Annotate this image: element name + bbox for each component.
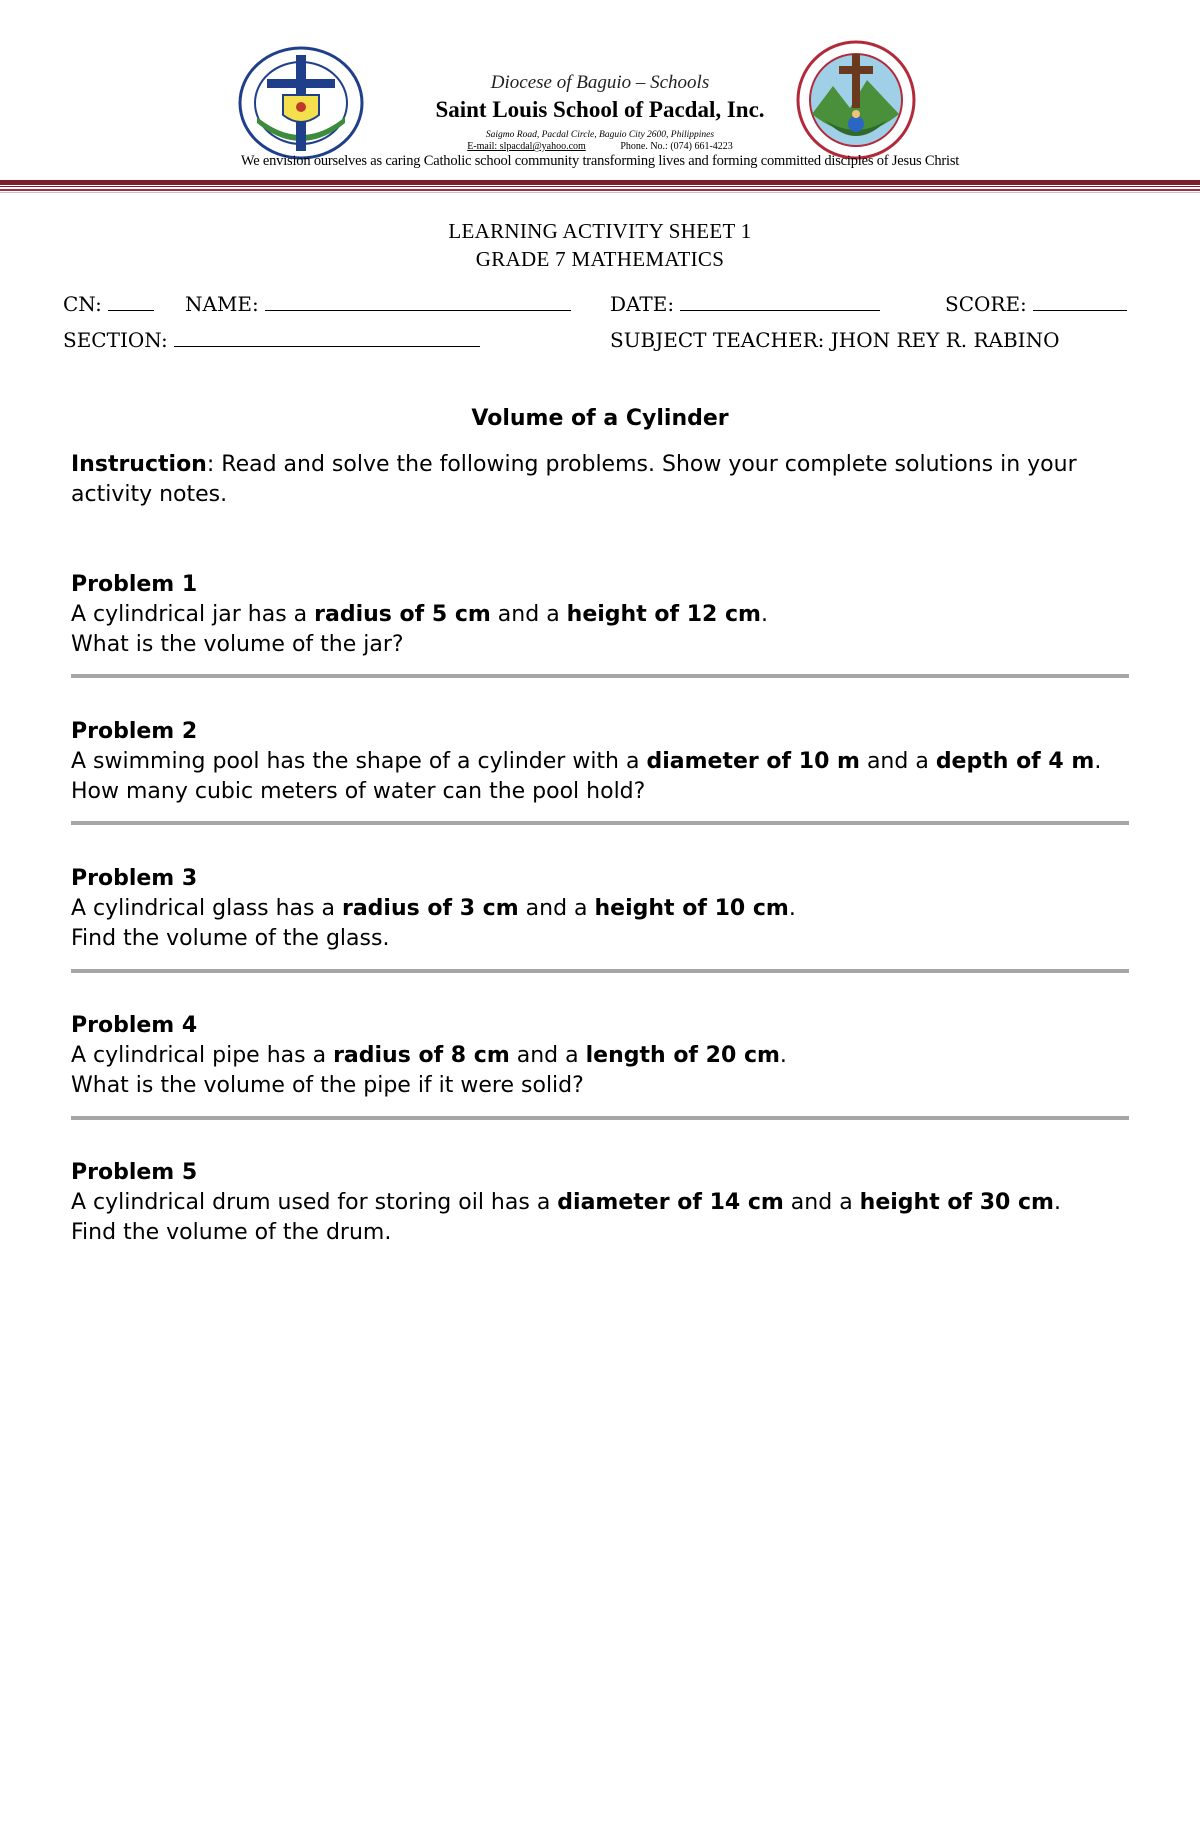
score-field [945, 292, 1127, 316]
section-field [63, 328, 480, 352]
teacher-name: JHON REY R. RABINO [830, 328, 1060, 352]
cn-blank[interactable] [108, 292, 154, 311]
problem-given: diameter of 14 cm [557, 1190, 784, 1215]
problem-given: radius of 8 cm [333, 1043, 510, 1068]
school-name: Saint Louis School of Pacdal, Inc. [435, 97, 765, 122]
problem-question: What is the volume of the pipe if it were solid? [71, 1073, 584, 1098]
date-label: DATE: [610, 292, 675, 316]
score-label: SCORE: [945, 292, 1027, 316]
name-blank[interactable] [265, 292, 571, 311]
problem-divider [71, 969, 1129, 973]
cn-label: CN: [63, 292, 102, 316]
letterhead-divider-line [0, 189, 1200, 191]
problem-given: height of 10 cm [594, 896, 789, 921]
problem-question: Find the volume of the drum. [71, 1220, 392, 1245]
problem-text: and a [518, 896, 595, 921]
section-blank[interactable] [174, 328, 480, 347]
letterhead-divider [0, 180, 1200, 185]
school-phone: Phone. No.: (074) 661-4223 [620, 141, 733, 152]
school-address: Saigmo Road, Pacdal Circle, Baguio City 2600, Philippines [485, 130, 715, 140]
lesson-heading: Volume of a Cylinder [471, 406, 729, 431]
problem-divider [71, 1116, 1129, 1120]
letterhead-divider-line [0, 186, 1200, 187]
problem-given: length of 20 cm [585, 1043, 780, 1068]
problem-text: A cylindrical drum used for storing oil has a [71, 1190, 558, 1215]
problem-given: depth of 4 m [935, 749, 1095, 774]
problem-divider [71, 821, 1129, 825]
section-label: SECTION: [63, 328, 168, 352]
problem-title: Problem 2 [71, 719, 198, 744]
name-field [185, 292, 571, 316]
problem-text: A swimming pool has the shape of a cylinder with a [71, 749, 647, 774]
name-label: NAME: [185, 292, 259, 316]
problem-question: Find the volume of the glass. [71, 926, 390, 951]
problem-title: Problem 4 [71, 1013, 198, 1038]
letterhead-divider-line [0, 192, 1200, 193]
cn-field [63, 292, 154, 316]
problem-text: A cylindrical pipe has a [71, 1043, 334, 1068]
school-email-link[interactable]: E-mail: slpacdal@yahoo.com [467, 141, 586, 152]
date-field [610, 292, 880, 316]
diocese-label: Diocese of Baguio – Schools [490, 72, 710, 93]
date-blank[interactable] [680, 292, 880, 311]
problem-given: height of 12 cm [566, 602, 761, 627]
problem-item [71, 1158, 1151, 1248]
problem-text: . [760, 602, 768, 627]
instruction-text: : Read and solve the following problems. Show your complete solutions in your activity notes. [71, 452, 1077, 507]
instruction-paragraph [71, 450, 1151, 510]
problem-divider [71, 674, 1129, 678]
problem-given: radius of 3 cm [341, 896, 519, 921]
problem-text: and a [509, 1043, 586, 1068]
problem-text: A cylindrical glass has a [71, 896, 342, 921]
problem-question: How many cubic meters of water can the pool hold? [71, 779, 646, 804]
problem-title: Problem 5 [71, 1160, 198, 1185]
problem-text: . [1053, 1190, 1061, 1215]
problem-title: Problem 3 [71, 866, 198, 891]
problem-text: . [779, 1043, 787, 1068]
problem-given: height of 30 cm [859, 1190, 1054, 1215]
problem-item [71, 864, 1151, 954]
problem-item [71, 717, 1151, 807]
vision-statement: We envision ourselves as caring Catholic school community transforming lives and forming committed disciples of Jesus Christ [240, 153, 960, 169]
problem-text: and a [490, 602, 567, 627]
subject-teacher-field [610, 328, 1059, 352]
problem-text: and a [783, 1190, 860, 1215]
problem-text: . [788, 896, 796, 921]
teacher-label: SUBJECT TEACHER: [610, 328, 825, 352]
problem-given: diameter of 10 m [646, 749, 860, 774]
problem-question: What is the volume of the jar? [71, 632, 404, 657]
problem-title: Problem 1 [71, 572, 198, 597]
instruction-label: Instruction [71, 452, 207, 477]
problem-item [71, 1011, 1151, 1101]
problem-text: A cylindrical jar has a [71, 602, 315, 627]
problem-text: . [1094, 749, 1102, 774]
sheet-subtitle: GRADE 7 MATHEMATICS [475, 247, 725, 271]
school-contact [0, 141, 1200, 152]
sheet-title: LEARNING ACTIVITY SHEET 1 [448, 219, 752, 243]
problem-text: and a [859, 749, 936, 774]
problem-given: radius of 5 cm [314, 602, 491, 627]
problem-item [71, 570, 1151, 660]
score-blank[interactable] [1033, 292, 1127, 311]
